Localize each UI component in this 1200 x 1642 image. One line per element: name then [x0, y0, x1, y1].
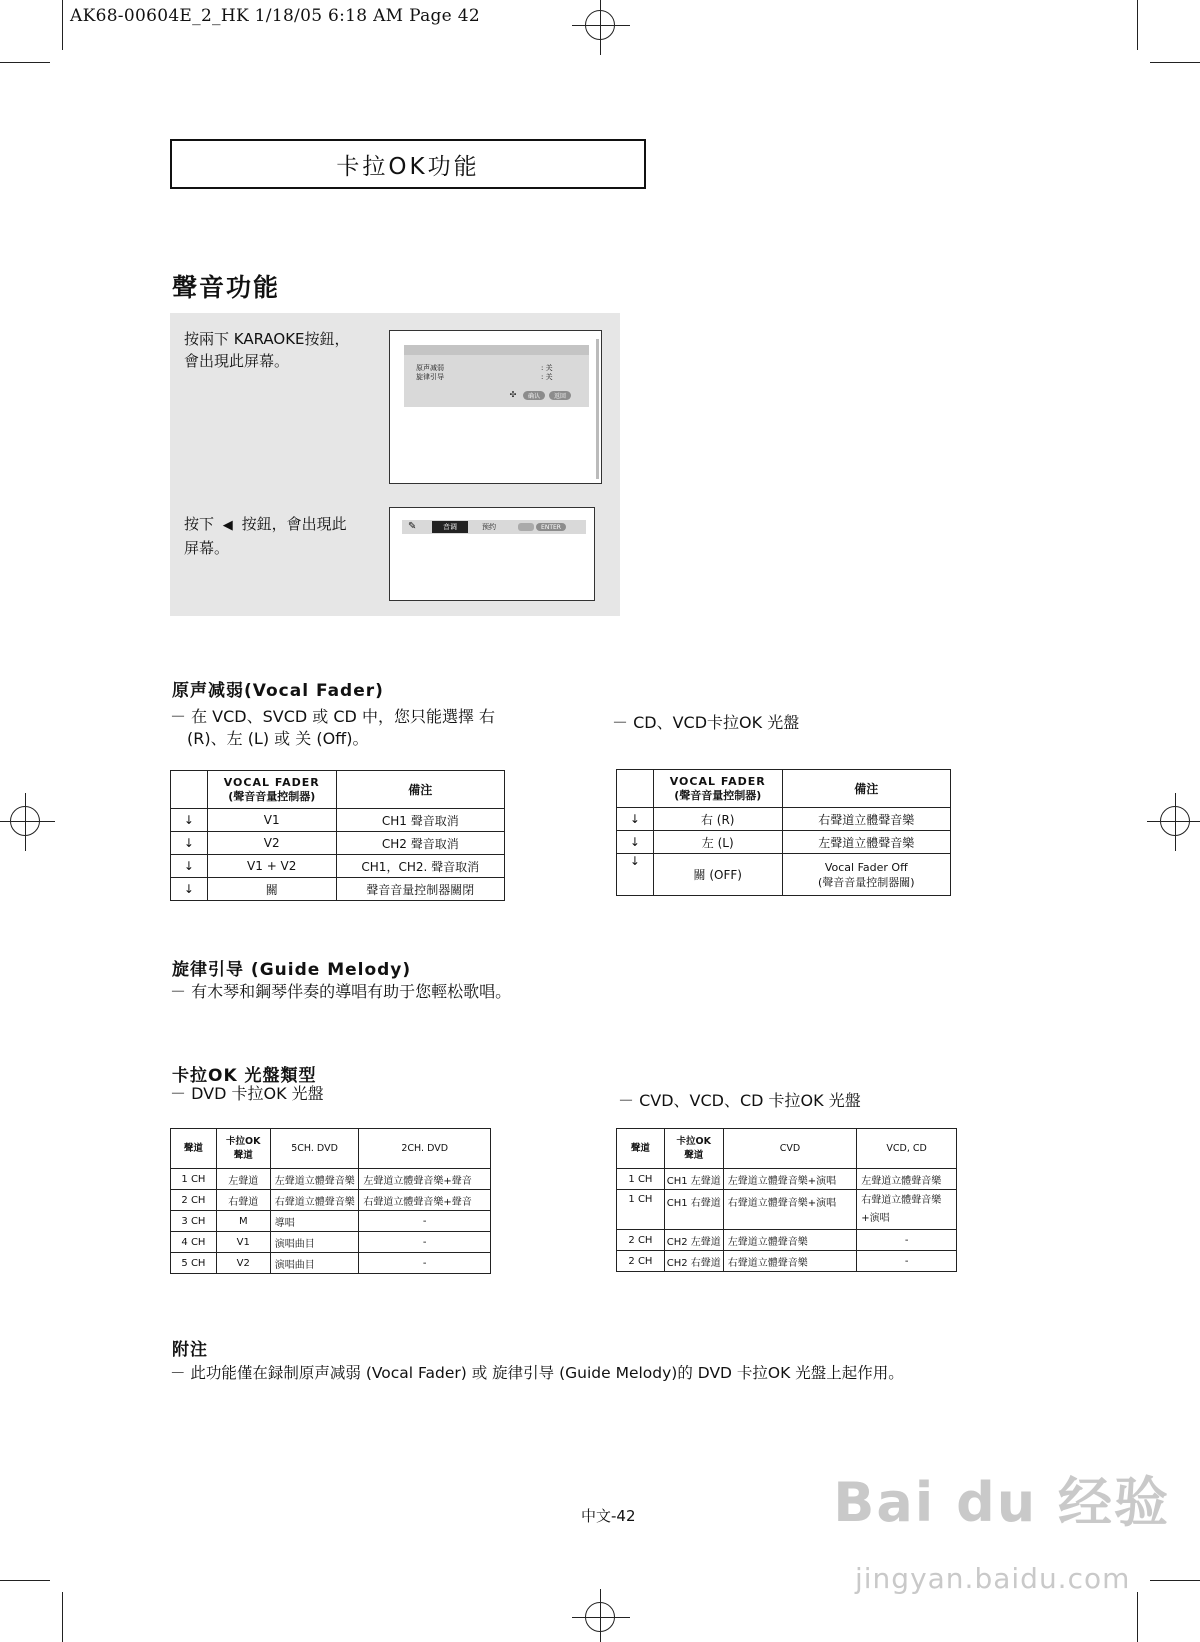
section-title: 聲音功能: [172, 273, 281, 302]
table-row: 3 CH M 導唱 -: [171, 1211, 491, 1232]
down-arrow-icon: ↓: [617, 808, 654, 831]
table-row: 2 CH CH2 左聲道 左聲道立體聲音樂 -: [617, 1230, 957, 1251]
table-row: 2 CH 右聲道 右聲道立體聲音樂 右聲道立體聲音樂+聲音: [171, 1190, 491, 1211]
osd-toolbar: [402, 520, 586, 534]
osd-nav-icon: [518, 523, 534, 531]
baidu-watermark: Bai du 经验: [833, 1471, 1170, 1534]
guide-melody-text: － 有木琴和鋼琴伴奏的導唱有助于您輕松歌唱。: [170, 982, 512, 1001]
crop-mark: [0, 1580, 50, 1581]
osd-enter-button[interactable]: ENTER: [536, 523, 566, 531]
osd-row-vocal-fader: 原声减弱 : 关: [416, 364, 553, 372]
down-arrow-icon: ↓: [171, 809, 208, 832]
table-row: ↓ V2 CH2 聲音取消: [171, 832, 505, 855]
down-arrow-icon: ↓: [617, 831, 654, 854]
vocal-fader-note: － 在 VCD、SVCD 或 CD 中，您只能選擇 右 (R)、左 (L) 或 关 (Off)。: [170, 707, 496, 748]
baidu-watermark-url: jingyan.baidu.com: [855, 1562, 1131, 1595]
table-row: ↓ 右 (R) 右聲道立體聲音樂: [617, 808, 951, 831]
crop-mark: [62, 0, 63, 50]
registration-mark: [585, 10, 615, 40]
guide-melody-heading: 旋律引导 (Guide Melody): [172, 960, 412, 980]
step2-text: 按下 ◀ 按鈕，會出現此 屏幕。: [184, 515, 347, 557]
osd-return-button[interactable]: 返回: [549, 391, 571, 400]
osd-scrollbar: [596, 339, 599, 479]
down-arrow-icon: ↓: [171, 832, 208, 855]
osd-dpad-icon: ✣: [509, 390, 517, 399]
registration-mark: [585, 1602, 615, 1632]
vocal-fader-heading: 原声减弱(Vocal Fader): [172, 681, 384, 701]
down-arrow-icon: ↓: [171, 878, 208, 901]
print-header: AK68-00604E_2_HK 1/18/05 6:18 AM Page 42: [70, 6, 480, 26]
dvd-channel-table: [170, 1128, 491, 1274]
table-header-row: 聲道 卡拉OK 聲道 5CH. DVD 2CH. DVD: [171, 1129, 491, 1169]
crop-mark: [1150, 62, 1200, 63]
osd-menu-header: [404, 345, 589, 355]
vocal-fader-table-cd: [616, 769, 951, 896]
note-heading: 附注: [172, 1340, 208, 1360]
osd-confirm-button[interactable]: 确认: [523, 391, 545, 400]
table-header-row: 聲道 卡拉OK 聲道 CVD VCD, CD: [617, 1129, 957, 1169]
table-header-row: VOCAL FADER (聲音音量控制器) 備注: [617, 770, 951, 808]
table-row: ↓ 關 聲音音量控制器關閉: [171, 878, 505, 901]
osd-screen-1: [389, 330, 602, 484]
osd-menu: [404, 345, 589, 407]
disc-types-heading: 卡拉OK 光盤類型: [172, 1066, 317, 1086]
osd-row-guide-melody: 旋律引导 : 关: [416, 373, 553, 381]
registration-mark: [1160, 806, 1190, 836]
page-title-box: 卡拉OK功能: [170, 139, 646, 189]
dvd-karaoke-note: － DVD 卡拉OK 光盤: [170, 1084, 324, 1103]
note-text: － 此功能僅在録制原声减弱 (Vocal Fader) 或 旋律引导 (Guide Melody)的 DVD 卡拉OK 光盤上起作用。: [170, 1364, 904, 1382]
table-row: ↓ 左 (L) 左聲道立體聲音樂: [617, 831, 951, 854]
page-number: 中文-42: [581, 1507, 636, 1525]
microphone-icon: ✎: [408, 521, 417, 532]
osd-tab-reserve[interactable]: 预约: [482, 523, 496, 531]
down-arrow-icon: ↓: [617, 854, 654, 896]
table-row: ↓ 關 (OFF) Vocal Fader Off (聲音音量控制器關): [617, 854, 951, 896]
vocal-fader-table-dvd: [170, 770, 505, 901]
crop-mark: [1137, 1592, 1138, 1642]
instruction-panel: [170, 313, 620, 616]
crop-mark: [0, 62, 50, 63]
table-row: 1 CH 左聲道 左聲道立體聲音樂 左聲道立體聲音樂+聲音: [171, 1169, 491, 1190]
table-row: ↓ V1 + V2 CH1，CH2. 聲音取消: [171, 855, 505, 878]
table-row: 1 CH CH1 左聲道 左聲道立體聲音樂+演唱 左聲道立體聲音樂: [617, 1169, 957, 1190]
crop-mark: [62, 1592, 63, 1642]
crop-mark: [1150, 1580, 1200, 1581]
table-row: ↓ V1 CH1 聲音取消: [171, 809, 505, 832]
osd-tab-tone[interactable]: 音调: [432, 521, 468, 533]
cvd-vcd-cd-note: － CVD、VCD、CD 卡拉OK 光盤: [618, 1091, 861, 1110]
table-header-row: VOCAL FADER (聲音音量控制器) 備注: [171, 771, 505, 809]
table-row: 5 CH V2 演唱曲目 -: [171, 1253, 491, 1274]
table-row: 1 CH CH1 右聲道 右聲道立體聲音樂+演唱 右聲道立體聲音樂 +演唱: [617, 1190, 957, 1230]
cvd-vcd-channel-table: [616, 1128, 957, 1272]
osd-screen-2: [389, 507, 595, 601]
table-row: 2 CH CH2 右聲道 右聲道立體聲音樂 -: [617, 1251, 957, 1272]
table-row: 4 CH V1 演唱曲目 -: [171, 1232, 491, 1253]
crop-mark: [1137, 0, 1138, 50]
registration-mark: [10, 806, 40, 836]
left-arrow-icon: ◀: [222, 518, 233, 533]
cd-vcd-note: － CD、VCD卡拉OK 光盤: [612, 713, 800, 732]
down-arrow-icon: ↓: [171, 855, 208, 878]
step1-text: 按兩下 KARAOKE按鈕， 會出現此屏幕。: [184, 330, 350, 370]
